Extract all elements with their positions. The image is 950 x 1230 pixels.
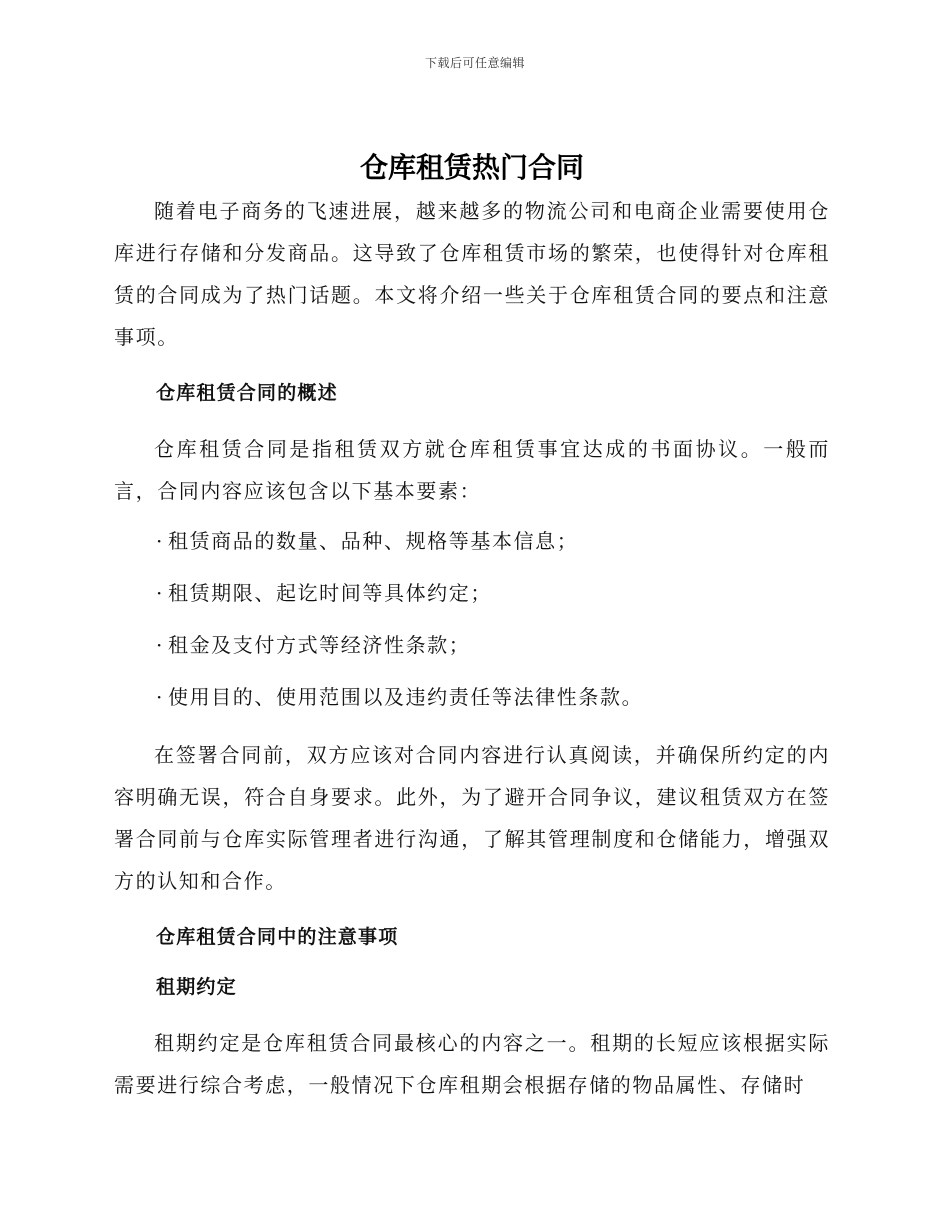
section-heading-overview: 仓库租赁合同的概述 — [156, 382, 338, 404]
lease-term-paragraph: 租期约定是仓库租赁合同最核心的内容之一。租期的长短应该根据实际需要进行综合考虑，一般情况下仓库租期会根据存储的物品属性、存储时 — [114, 1031, 830, 1097]
bullet-icon: · — [156, 633, 164, 657]
header-note: 下载后可任意编辑 — [424, 56, 525, 70]
list-item-text: 租赁期限、起讫时间等具体约定； — [167, 581, 492, 605]
list-item-text: 租赁商品的数量、品种、规格等基本信息； — [167, 529, 579, 553]
closing-paragraph: 在签署合同前，双方应该对合同内容进行认真阅读，并确保所约定的内容明确无误，符合自身要求。此外，为了避开合同争议，建议租赁双方在签署合同前与仓库实际管理者进行沟通，了解其管理制度和仓储能力，增强双方的认知和合作。 — [114, 743, 830, 893]
bullet-icon: · — [156, 685, 164, 709]
overview-paragraph: 仓库租赁合同是指租赁双方就仓库租赁事宜达成的书面协议。一般而言，合同内容应该包含以下基本要素： — [114, 437, 830, 503]
list-item — [114, 630, 830, 660]
bullet-icon: · — [156, 581, 164, 605]
list-item — [114, 526, 830, 556]
bullet-icon: · — [156, 529, 164, 553]
list-item-text: 使用目的、使用范围以及违约责任等法律性条款。 — [167, 685, 644, 709]
document-body — [114, 146, 830, 1106]
document-title: 仓库租赁热门合同 — [359, 151, 584, 184]
intro-paragraph: 随着电子商务的飞速进展，越来越多的物流公司和电商企业需要使用仓库进行存储和分发商品。这导致了仓库租赁市场的繁荣，也使得针对仓库租赁的合同成为了热门话题。本文将介绍一些关于仓库租赁合同的要点和注意事项。 — [114, 199, 830, 349]
spacer — [114, 512, 830, 526]
requirements-list — [114, 526, 830, 712]
list-item — [114, 682, 830, 712]
list-item — [114, 578, 830, 608]
section-heading-notes: 仓库租赁合同中的注意事项 — [156, 926, 399, 948]
subheading-lease-term: 租期约定 — [156, 976, 237, 998]
list-item-text: 租金及支付方式等经济性条款； — [167, 633, 471, 657]
